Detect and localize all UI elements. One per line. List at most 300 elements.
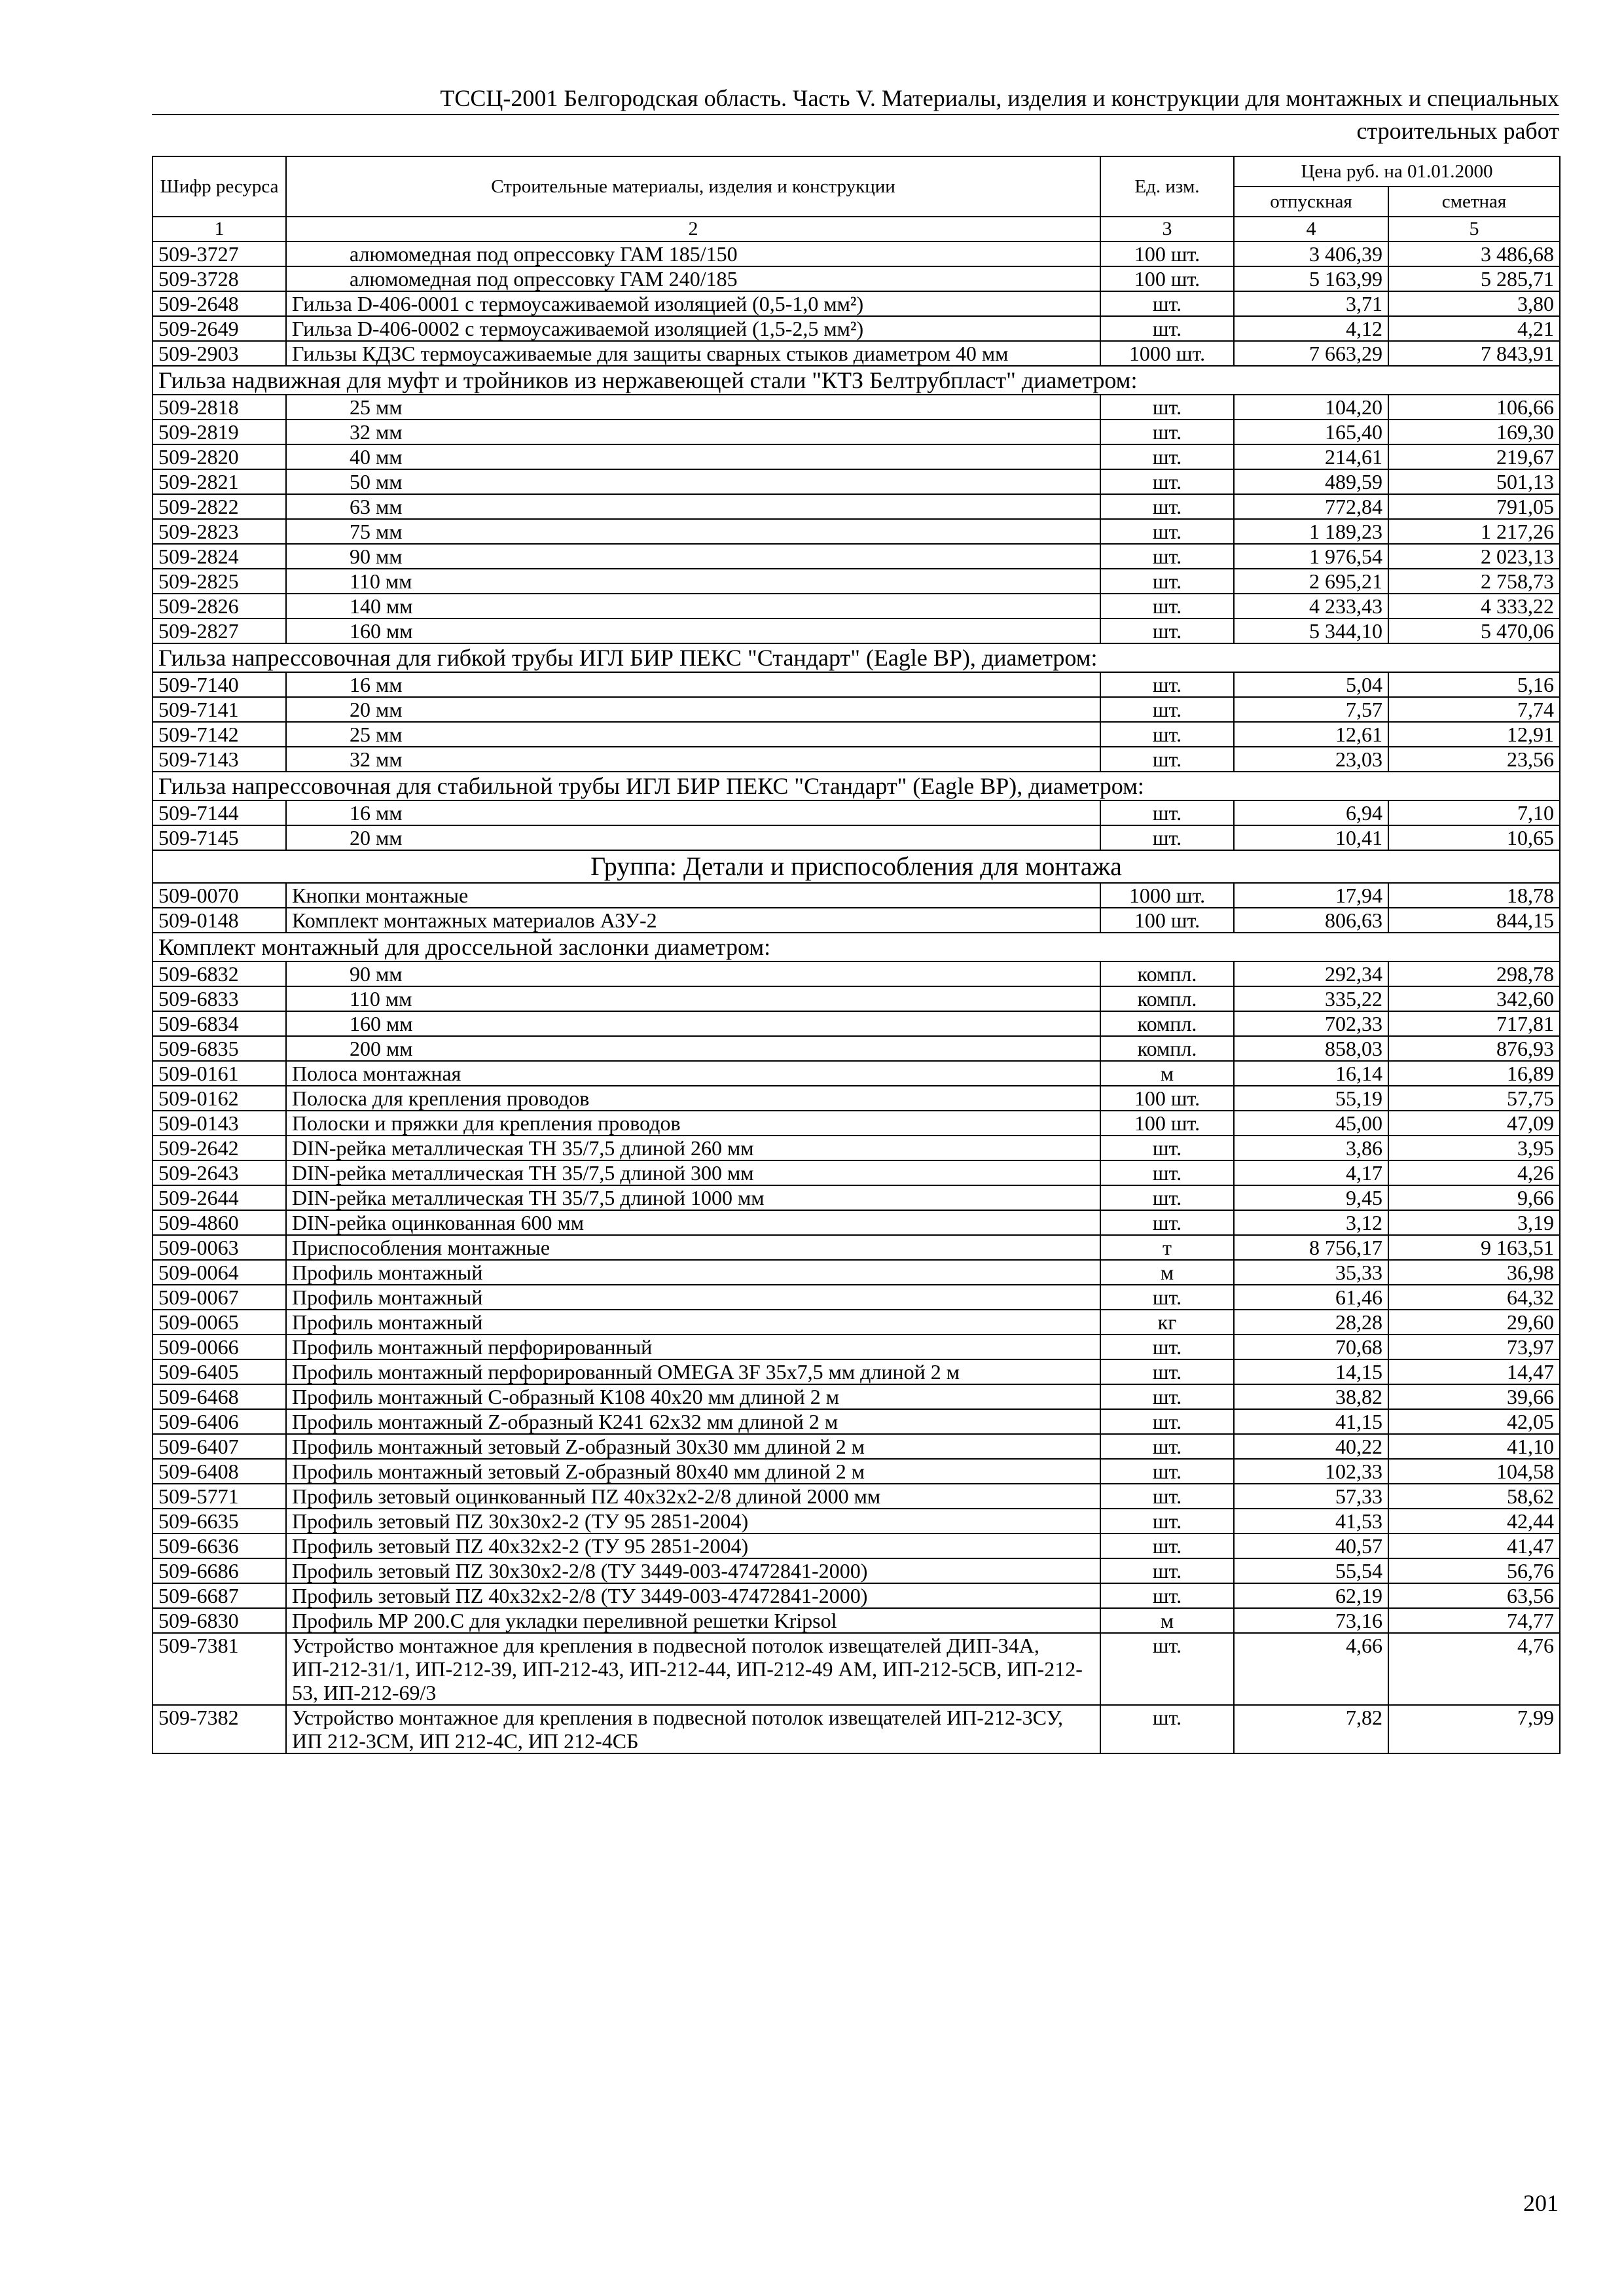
table-row <box>153 1185 1560 1210</box>
table-row <box>153 594 1560 619</box>
price-release: 3,12 <box>1234 1210 1388 1235</box>
table-row <box>153 1136 1560 1160</box>
table-row <box>153 747 1560 772</box>
unit-of-measure: шт. <box>1100 697 1234 722</box>
price-release: 45,00 <box>1234 1111 1388 1136</box>
price-release: 214,61 <box>1234 444 1388 469</box>
table-row <box>153 1583 1560 1608</box>
price-release: 23,03 <box>1234 747 1388 772</box>
price-release: 38,82 <box>1234 1384 1388 1409</box>
group-heading: Группа: Детали и приспособления для монтажа <box>153 850 1560 883</box>
col-number-2: 2 <box>286 217 1100 242</box>
unit-of-measure: шт. <box>1100 1484 1234 1509</box>
unit-of-measure: шт. <box>1100 395 1234 420</box>
running-header <box>152 84 1559 145</box>
price-release: 7 663,29 <box>1234 341 1388 366</box>
resource-code: 509-2819 <box>153 420 286 444</box>
resource-code: 509-2903 <box>153 341 286 366</box>
price-estimate: 844,15 <box>1388 908 1560 933</box>
resource-code: 509-7381 <box>153 1633 286 1705</box>
price-release: 41,53 <box>1234 1509 1388 1534</box>
resource-code: 509-6406 <box>153 1409 286 1434</box>
col-number-3: 3 <box>1100 217 1234 242</box>
material-name: 200 мм <box>286 1036 1100 1061</box>
price-release: 806,63 <box>1234 908 1388 933</box>
price-release: 62,19 <box>1234 1583 1388 1608</box>
price-estimate: 791,05 <box>1388 494 1560 519</box>
material-name: Профиль зетовый ПZ 40х32х2-2 (ТУ 95 2851-2004) <box>286 1534 1100 1558</box>
price-release: 35,33 <box>1234 1260 1388 1285</box>
col-number-4: 4 <box>1234 217 1388 242</box>
unit-of-measure: шт. <box>1100 1583 1234 1608</box>
price-release: 858,03 <box>1234 1036 1388 1061</box>
price-release: 16,14 <box>1234 1061 1388 1086</box>
price-estimate: 64,32 <box>1388 1285 1560 1310</box>
price-release: 4,66 <box>1234 1633 1388 1705</box>
price-estimate: 42,44 <box>1388 1509 1560 1534</box>
price-release: 5 163,99 <box>1234 266 1388 291</box>
unit-of-measure: 1000 шт. <box>1100 341 1234 366</box>
unit-of-measure: шт. <box>1100 747 1234 772</box>
price-estimate: 14,47 <box>1388 1359 1560 1384</box>
table-row <box>153 1384 1560 1409</box>
unit-of-measure: шт. <box>1100 469 1234 494</box>
table-row <box>153 1235 1560 1260</box>
price-estimate: 298,78 <box>1388 961 1560 986</box>
material-name: Гильза D-406-0001 с термоусаживаемой изоляцией (0,5-1,0 мм²) <box>286 291 1100 316</box>
price-release: 702,33 <box>1234 1011 1388 1036</box>
resource-code: 509-2821 <box>153 469 286 494</box>
price-release: 61,46 <box>1234 1285 1388 1310</box>
resource-code: 509-2818 <box>153 395 286 420</box>
table-row <box>153 266 1560 291</box>
price-estimate: 41,47 <box>1388 1534 1560 1558</box>
resource-code: 509-2822 <box>153 494 286 519</box>
material-name: Профиль МР 200.С для укладки переливной решетки Kripsol <box>286 1608 1100 1633</box>
material-name: Комплект монтажных материалов АЗУ-2 <box>286 908 1100 933</box>
material-name: Профиль зетовый ПZ 30х30х2-2/8 (ТУ 3449-003-47472841-2000) <box>286 1558 1100 1583</box>
resource-code: 509-6405 <box>153 1359 286 1384</box>
table-row <box>153 722 1560 747</box>
resource-code: 509-6635 <box>153 1509 286 1534</box>
unit-of-measure: шт. <box>1100 420 1234 444</box>
resource-code: 509-2824 <box>153 544 286 569</box>
price-estimate: 73,97 <box>1388 1335 1560 1359</box>
resource-code: 509-5771 <box>153 1484 286 1509</box>
price-estimate: 9,66 <box>1388 1185 1560 1210</box>
material-name: 140 мм <box>286 594 1100 619</box>
resource-code: 509-7140 <box>153 672 286 697</box>
resource-code: 509-6834 <box>153 1011 286 1036</box>
material-name: 32 мм <box>286 420 1100 444</box>
section-row <box>153 366 1560 395</box>
table-row <box>153 420 1560 444</box>
unit-of-measure: шт. <box>1100 1705 1234 1753</box>
price-estimate: 342,60 <box>1388 986 1560 1011</box>
table-row <box>153 494 1560 519</box>
table-row <box>153 291 1560 316</box>
price-estimate: 29,60 <box>1388 1310 1560 1335</box>
price-release: 14,15 <box>1234 1359 1388 1384</box>
price-release: 772,84 <box>1234 494 1388 519</box>
unit-of-measure: шт. <box>1100 800 1234 825</box>
resource-code: 509-2644 <box>153 1185 286 1210</box>
price-release: 41,15 <box>1234 1409 1388 1434</box>
price-estimate: 717,81 <box>1388 1011 1560 1036</box>
material-name: Профиль зетовый ПZ 30х30х2-2 (ТУ 95 2851-2004) <box>286 1509 1100 1534</box>
price-release: 17,94 <box>1234 883 1388 908</box>
price-release: 4 233,43 <box>1234 594 1388 619</box>
resource-code: 509-2825 <box>153 569 286 594</box>
material-name: DIN-рейка металлическая ТН 35/7,5 длиной 260 мм <box>286 1136 1100 1160</box>
material-name: 90 мм <box>286 544 1100 569</box>
unit-of-measure: м <box>1100 1260 1234 1285</box>
price-release: 8 756,17 <box>1234 1235 1388 1260</box>
col-header-price: Цена руб. на 01.01.2000 <box>1234 156 1560 187</box>
unit-of-measure: шт. <box>1100 1185 1234 1210</box>
unit-of-measure: шт. <box>1100 544 1234 569</box>
unit-of-measure: шт. <box>1100 1509 1234 1534</box>
price-release: 70,68 <box>1234 1335 1388 1359</box>
unit-of-measure: шт. <box>1100 1384 1234 1409</box>
table-row <box>153 1558 1560 1583</box>
table-row <box>153 1111 1560 1136</box>
section-heading: Гильза надвижная для муфт и тройников из нержавеющей стали "КТЗ Белтрубпласт" диаметром: <box>153 366 1560 395</box>
resource-code: 509-0066 <box>153 1335 286 1359</box>
table-row <box>153 1036 1560 1061</box>
material-name: DIN-рейка металлическая ТН 35/7,5 длиной 300 мм <box>286 1160 1100 1185</box>
price-estimate: 39,66 <box>1388 1384 1560 1409</box>
unit-of-measure: шт. <box>1100 1409 1234 1434</box>
table-row <box>153 1409 1560 1434</box>
price-release: 55,54 <box>1234 1558 1388 1583</box>
material-name: Профиль монтажный С-образный К108 40х20 мм длиной 2 м <box>286 1384 1100 1409</box>
price-release: 7,57 <box>1234 697 1388 722</box>
material-name: 25 мм <box>286 722 1100 747</box>
material-name: 25 мм <box>286 395 1100 420</box>
unit-of-measure: шт. <box>1100 825 1234 850</box>
resource-code: 509-0063 <box>153 1235 286 1260</box>
unit-of-measure: компл. <box>1100 986 1234 1011</box>
material-name: Профиль монтажный перфорированный OMEGA 3F 35x7,5 мм длиной 2 м <box>286 1359 1100 1384</box>
material-name: алюмомедная под опрессовку ГАМ 240/185 <box>286 266 1100 291</box>
resource-code: 509-6687 <box>153 1583 286 1608</box>
resource-code: 509-7142 <box>153 722 286 747</box>
price-release: 1 189,23 <box>1234 519 1388 544</box>
resource-code: 509-6830 <box>153 1608 286 1633</box>
table-row <box>153 316 1560 341</box>
unit-of-measure: шт. <box>1100 1534 1234 1558</box>
price-estimate: 36,98 <box>1388 1260 1560 1285</box>
price-estimate: 3 486,68 <box>1388 242 1560 266</box>
material-name: 75 мм <box>286 519 1100 544</box>
price-estimate: 12,91 <box>1388 722 1560 747</box>
resource-code: 509-0064 <box>153 1260 286 1285</box>
price-release: 28,28 <box>1234 1310 1388 1335</box>
table-row <box>153 961 1560 986</box>
price-release: 40,22 <box>1234 1434 1388 1459</box>
price-release: 165,40 <box>1234 420 1388 444</box>
table-row <box>153 1285 1560 1310</box>
resource-code: 509-4860 <box>153 1210 286 1235</box>
material-name: Профиль монтажный <box>286 1310 1100 1335</box>
resource-code: 509-0148 <box>153 908 286 933</box>
price-release: 4,17 <box>1234 1160 1388 1185</box>
material-name: 90 мм <box>286 961 1100 986</box>
resource-code: 509-2826 <box>153 594 286 619</box>
material-name: Профиль монтажный зетовый Z-образный 80х40 мм длиной 2 м <box>286 1459 1100 1484</box>
price-estimate: 4,76 <box>1388 1633 1560 1705</box>
material-name: Профиль зетовый оцинкованный ПZ 40х32х2-2/8 длиной 2000 мм <box>286 1484 1100 1509</box>
price-estimate: 41,10 <box>1388 1434 1560 1459</box>
price-release: 104,20 <box>1234 395 1388 420</box>
resource-code: 509-6407 <box>153 1434 286 1459</box>
material-name: Гильза D-406-0002 с термоусаживаемой изоляцией (1,5-2,5 мм²) <box>286 316 1100 341</box>
resource-code: 509-6835 <box>153 1036 286 1061</box>
price-estimate: 4,21 <box>1388 316 1560 341</box>
price-release: 7,82 <box>1234 1705 1388 1753</box>
price-estimate: 5 285,71 <box>1388 266 1560 291</box>
price-release: 3 406,39 <box>1234 242 1388 266</box>
table-row <box>153 1534 1560 1558</box>
page-number: 201 <box>1523 2190 1559 2216</box>
material-name: Профиль монтажный зетовый Z-образный 30х30 мм длиной 2 м <box>286 1434 1100 1459</box>
table-row <box>153 672 1560 697</box>
material-name: 16 мм <box>286 800 1100 825</box>
material-name: 110 мм <box>286 986 1100 1011</box>
unit-of-measure: компл. <box>1100 1011 1234 1036</box>
price-estimate: 2 758,73 <box>1388 569 1560 594</box>
price-estimate: 1 217,26 <box>1388 519 1560 544</box>
price-estimate: 7,99 <box>1388 1705 1560 1753</box>
material-name: Профиль зетовый ПZ 40х32х2-2/8 (ТУ 3449-003-47472841-2000) <box>286 1583 1100 1608</box>
unit-of-measure: шт. <box>1100 1633 1234 1705</box>
unit-of-measure: 1000 шт. <box>1100 883 1234 908</box>
price-release: 3,71 <box>1234 291 1388 316</box>
table-row <box>153 825 1560 850</box>
table-row <box>153 1459 1560 1484</box>
price-release: 57,33 <box>1234 1484 1388 1509</box>
material-name: 16 мм <box>286 672 1100 697</box>
material-name: 20 мм <box>286 697 1100 722</box>
col-header-price-release: отпускная <box>1234 187 1388 217</box>
section-row <box>153 933 1560 961</box>
section-row <box>153 772 1560 800</box>
price-estimate: 58,62 <box>1388 1484 1560 1509</box>
resource-code: 509-0162 <box>153 1086 286 1111</box>
resource-code: 509-7141 <box>153 697 286 722</box>
resource-code: 509-6408 <box>153 1459 286 1484</box>
price-release: 12,61 <box>1234 722 1388 747</box>
unit-of-measure: компл. <box>1100 1036 1234 1061</box>
unit-of-measure: шт. <box>1100 494 1234 519</box>
section-heading: Гильза напрессовочная для гибкой трубы ИГЛ БИР ПЕКС "Стандарт" (Eagle BP), диаметром: <box>153 643 1560 672</box>
price-estimate: 18,78 <box>1388 883 1560 908</box>
resource-code: 509-0067 <box>153 1285 286 1310</box>
table-row <box>153 1335 1560 1359</box>
table-row <box>153 1086 1560 1111</box>
table-row <box>153 1484 1560 1509</box>
unit-of-measure: м <box>1100 1061 1234 1086</box>
unit-of-measure: шт. <box>1100 316 1234 341</box>
unit-of-measure: шт. <box>1100 1335 1234 1359</box>
resource-code: 509-2643 <box>153 1160 286 1185</box>
unit-of-measure: шт. <box>1100 519 1234 544</box>
unit-of-measure: шт. <box>1100 444 1234 469</box>
material-name: алюмомедная под опрессовку ГАМ 185/150 <box>286 242 1100 266</box>
resource-code: 509-0065 <box>153 1310 286 1335</box>
material-name: DIN-рейка металлическая ТН 35/7,5 длиной 1000 мм <box>286 1185 1100 1210</box>
material-name: Устройство монтажное для крепления в подвесной потолок извещателей ДИП-34А, ИП-212-31/1, ИП-212-39, ИП-212-43, ИП-212-44, ИП-212-49 АМ, ИП-212-5СВ, ИП-212-53, ИП-212-69/3 <box>286 1633 1100 1705</box>
price-release: 102,33 <box>1234 1459 1388 1484</box>
price-estimate: 4,26 <box>1388 1160 1560 1185</box>
table-row <box>153 1310 1560 1335</box>
price-estimate: 104,58 <box>1388 1459 1560 1484</box>
material-name: Профиль монтажный <box>286 1260 1100 1285</box>
price-release: 335,22 <box>1234 986 1388 1011</box>
material-name: 160 мм <box>286 619 1100 643</box>
unit-of-measure: шт. <box>1100 1160 1234 1185</box>
col-header-code: Шифр ресурса <box>153 156 286 217</box>
unit-of-measure: 100 шт. <box>1100 266 1234 291</box>
unit-of-measure: 100 шт. <box>1100 908 1234 933</box>
resource-code: 509-7382 <box>153 1705 286 1753</box>
table-row <box>153 444 1560 469</box>
section-row <box>153 643 1560 672</box>
resource-code: 509-3727 <box>153 242 286 266</box>
price-estimate: 16,89 <box>1388 1061 1560 1086</box>
table-row <box>153 1705 1560 1753</box>
material-name: Устройство монтажное для крепления в подвесной потолок извещателей ИП-212-3СУ, ИП 212-3СМ, ИП 212-4С, ИП 212-4СБ <box>286 1705 1100 1753</box>
price-estimate: 3,19 <box>1388 1210 1560 1235</box>
group-row <box>153 850 1560 883</box>
table-row <box>153 569 1560 594</box>
table-row <box>153 519 1560 544</box>
table-row <box>153 1633 1560 1705</box>
price-estimate: 63,56 <box>1388 1583 1560 1608</box>
resource-code: 509-2820 <box>153 444 286 469</box>
table-row <box>153 619 1560 643</box>
unit-of-measure: шт. <box>1100 594 1234 619</box>
table-row <box>153 341 1560 366</box>
table-row <box>153 1434 1560 1459</box>
unit-of-measure: 100 шт. <box>1100 1111 1234 1136</box>
unit-of-measure: шт. <box>1100 619 1234 643</box>
resource-code: 509-2642 <box>153 1136 286 1160</box>
price-estimate: 106,66 <box>1388 395 1560 420</box>
col-header-name: Строительные материалы, изделия и конструкции <box>286 156 1100 217</box>
material-name: Приспособления монтажные <box>286 1235 1100 1260</box>
table-row <box>153 1011 1560 1036</box>
unit-of-measure: кг <box>1100 1310 1234 1335</box>
unit-of-measure: шт. <box>1100 1359 1234 1384</box>
unit-of-measure: 100 шт. <box>1100 242 1234 266</box>
table-row <box>153 469 1560 494</box>
material-name: Гильзы КДЗС термоусаживаемые для защиты сварных стыков диаметром 40 мм <box>286 341 1100 366</box>
resource-code: 509-2648 <box>153 291 286 316</box>
resource-code: 509-2827 <box>153 619 286 643</box>
unit-of-measure: шт. <box>1100 1136 1234 1160</box>
table-body <box>153 242 1560 1753</box>
table-row <box>153 1061 1560 1086</box>
unit-of-measure: компл. <box>1100 961 1234 986</box>
unit-of-measure: шт. <box>1100 291 1234 316</box>
header-line-2: строительных работ <box>1356 118 1559 144</box>
price-estimate: 219,67 <box>1388 444 1560 469</box>
resource-code: 509-2649 <box>153 316 286 341</box>
price-release: 5,04 <box>1234 672 1388 697</box>
price-release: 3,86 <box>1234 1136 1388 1160</box>
price-estimate: 3,80 <box>1388 291 1560 316</box>
header-line-1: ТССЦ-2001 Белгородская область. Часть V. Материалы, изделия и конструкции для монтажных и специальных <box>152 84 1559 115</box>
table-row <box>153 242 1560 266</box>
material-name: 110 мм <box>286 569 1100 594</box>
resource-code: 509-0070 <box>153 883 286 908</box>
table-row <box>153 883 1560 908</box>
price-release: 489,59 <box>1234 469 1388 494</box>
table-row <box>153 544 1560 569</box>
price-release: 10,41 <box>1234 825 1388 850</box>
material-name: Полоска для крепления проводов <box>286 1086 1100 1111</box>
material-name: 63 мм <box>286 494 1100 519</box>
col-header-price-estimate: сметная <box>1388 187 1560 217</box>
price-estimate: 47,09 <box>1388 1111 1560 1136</box>
price-estimate: 7,74 <box>1388 697 1560 722</box>
unit-of-measure: шт. <box>1100 1210 1234 1235</box>
unit-of-measure: 100 шт. <box>1100 1086 1234 1111</box>
unit-of-measure: шт. <box>1100 1434 1234 1459</box>
price-estimate: 57,75 <box>1388 1086 1560 1111</box>
resource-code: 509-7145 <box>153 825 286 850</box>
price-estimate: 56,76 <box>1388 1558 1560 1583</box>
unit-of-measure: шт. <box>1100 569 1234 594</box>
price-estimate: 7,10 <box>1388 800 1560 825</box>
table-row <box>153 908 1560 933</box>
col-number-5: 5 <box>1388 217 1560 242</box>
price-release: 4,12 <box>1234 316 1388 341</box>
price-estimate: 501,13 <box>1388 469 1560 494</box>
table-row <box>153 1509 1560 1534</box>
price-release: 6,94 <box>1234 800 1388 825</box>
material-name: Профиль монтажный Z-образный К241 62х32 мм длиной 2 м <box>286 1409 1100 1434</box>
price-release: 1 976,54 <box>1234 544 1388 569</box>
resource-code: 509-2823 <box>153 519 286 544</box>
price-release: 73,16 <box>1234 1608 1388 1633</box>
resource-code: 509-6832 <box>153 961 286 986</box>
table-row <box>153 395 1560 420</box>
table-row <box>153 986 1560 1011</box>
price-estimate: 4 333,22 <box>1388 594 1560 619</box>
material-name: 32 мм <box>286 747 1100 772</box>
table-row <box>153 800 1560 825</box>
unit-of-measure: шт. <box>1100 722 1234 747</box>
resource-code: 509-0143 <box>153 1111 286 1136</box>
resource-code: 509-3728 <box>153 266 286 291</box>
price-estimate: 10,65 <box>1388 825 1560 850</box>
resource-code: 509-6468 <box>153 1384 286 1409</box>
material-name: 20 мм <box>286 825 1100 850</box>
price-release: 40,57 <box>1234 1534 1388 1558</box>
material-name: 160 мм <box>286 1011 1100 1036</box>
material-name: Кнопки монтажные <box>286 883 1100 908</box>
col-number-1: 1 <box>153 217 286 242</box>
table-row <box>153 1260 1560 1285</box>
material-name: Полоски и пряжки для крепления проводов <box>286 1111 1100 1136</box>
price-table <box>152 156 1561 1754</box>
unit-of-measure: шт. <box>1100 1459 1234 1484</box>
price-estimate: 5,16 <box>1388 672 1560 697</box>
table-row <box>153 1160 1560 1185</box>
